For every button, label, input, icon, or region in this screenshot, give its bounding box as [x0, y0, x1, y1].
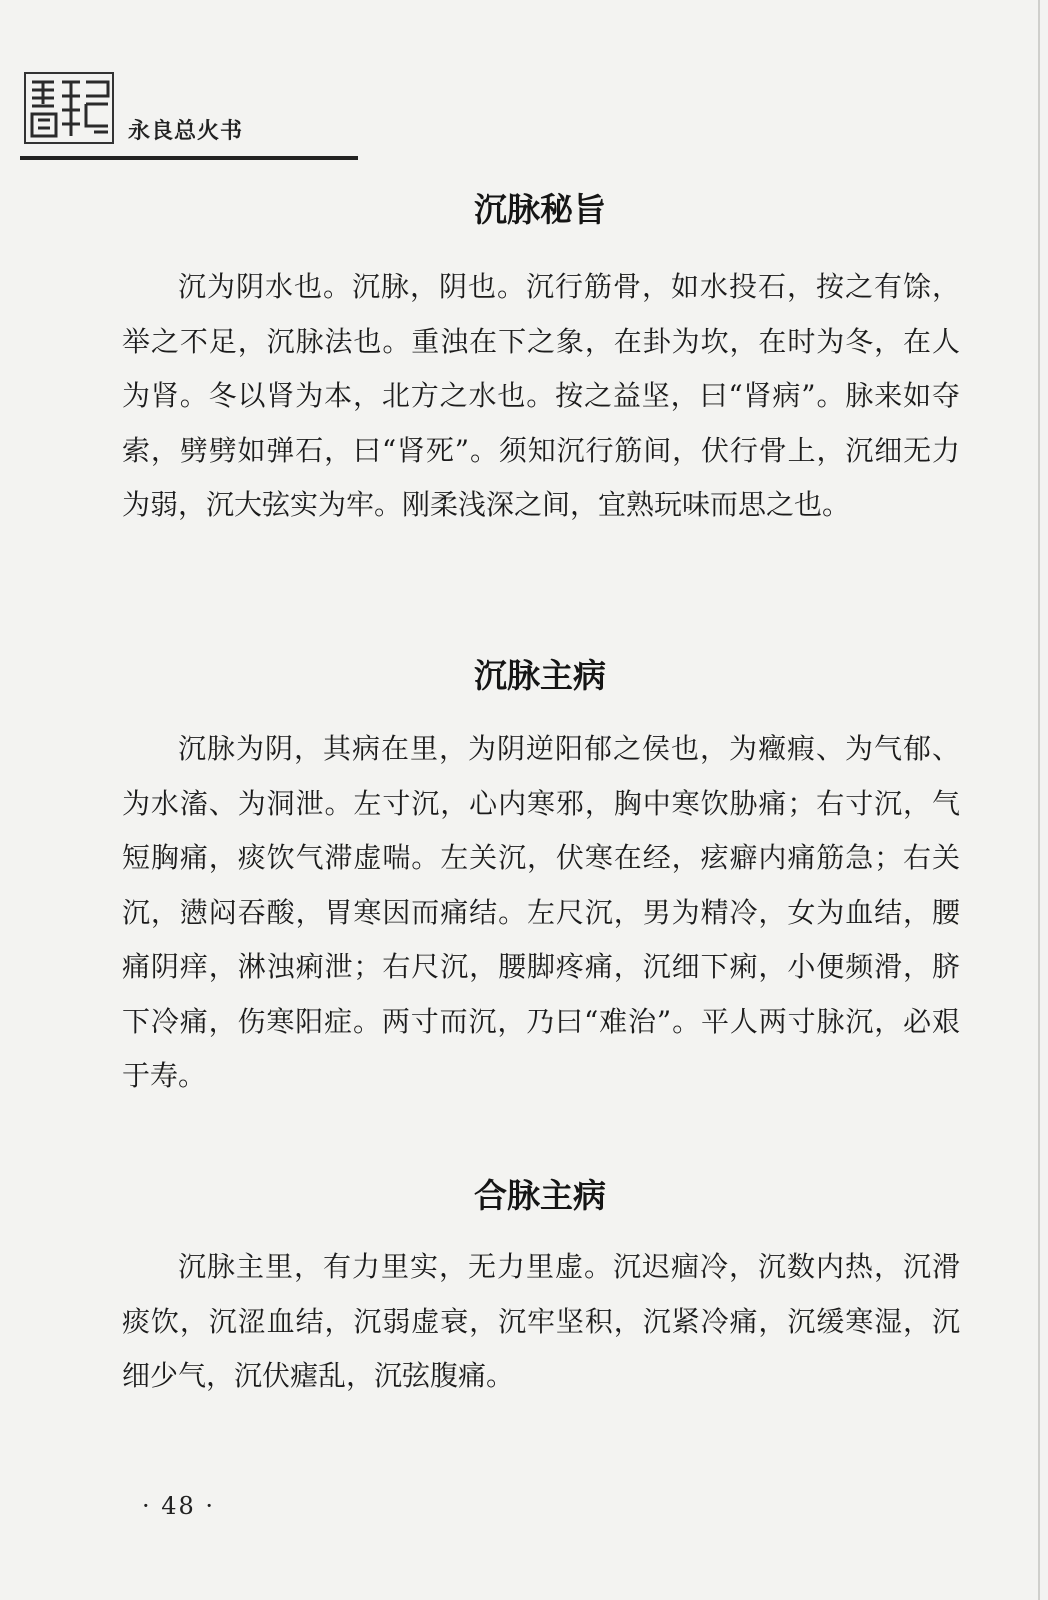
- section-body-1: 沉为阴水也。沉脉，阴也。沉行筋骨，如水投石，按之有馀，举之不足，沉脉法也。重浊在下之象，在卦为坎，在时为冬，在人为肾。冬以肾为本，北方之水也。按之益坚，曰“肾病”。脉来如夺索，劈劈如弹石，曰“肾死”。须知沉行筋间，伏行骨上，沉细无力为弱，沉大弦实为牢。刚柔浅深之间，宜熟玩味而思之也。: [122, 270, 960, 521]
- section-title-3: 合脉主病: [474, 1176, 606, 1215]
- seal-stamp-icon: [24, 72, 114, 144]
- section-body-3: 沉脉主里，有力里实，无力里虚。沉迟痼冷，沉数内热，沉滑痰饮，沉涩血结，沉弱虚衰，沉牢坚积，沉紧冷痛，沉缓寒湿，沉细少气，沉伏瘧乱，沉弦腹痛。: [122, 1250, 960, 1392]
- header-rule: [20, 156, 358, 160]
- section-body-2: 沉脉为阴，其病在里，为阴逆阳郁之侯也，为癥瘕、为气郁、为水滀、为洞泄。左寸沉，心内寒邪，胸中寒饮胁痛；右寸沉，气短胸痛，痰饮气滞虚喘。左关沉，伏寒在经，痃癖内痛筋急；右关沉，懑闷吞酸，胃寒因而痛结。左尺沉，男为精冷，女为血结，腰痛阴痒，淋浊痢泄；右尺沉，腰脚疼痛，沉细下痢，小便频滑，脐下冷痛，伤寒阳症。两寸而沉，乃曰“难治”。平人两寸脉沉，必艰于寿。: [122, 732, 960, 1092]
- section-title-2: 沉脉主病: [474, 656, 606, 695]
- section-title-1: 沉脉秘旨: [474, 190, 606, 229]
- running-head-title: 永良总火书: [128, 119, 244, 144]
- page-edge: [1038, 0, 1040, 1600]
- page-number: · 48 ·: [142, 1492, 216, 1520]
